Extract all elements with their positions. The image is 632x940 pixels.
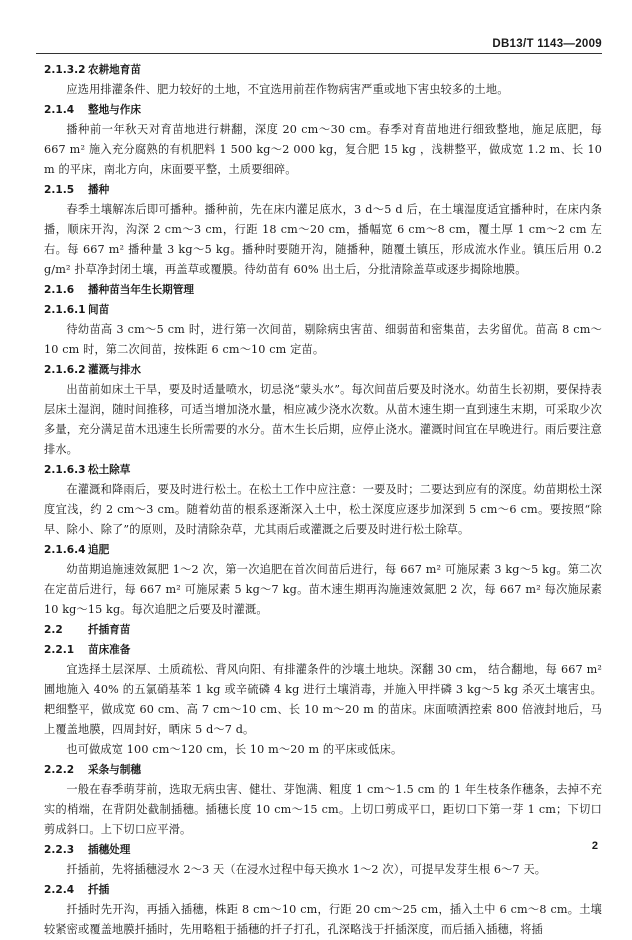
section-heading bbox=[44, 880, 602, 900]
section-heading bbox=[44, 540, 602, 560]
section-number: 2.2.1 bbox=[44, 644, 75, 656]
section-number: 2.2.4 bbox=[44, 884, 75, 896]
paragraph: 春季土壤解冻后即可播种。播种前，先在床内灌足底水，3 d～5 d 后，在土壤湿度适宜播种时，在床内条播，顺床开沟，沟深 2 cm～3 cm，行距 18 cm～20 cm，播幅宽 6 cm～8 cm，覆土厚 1 cm～2 cm 左右。每 667 m² 播种量 3 kg～5 kg。播种时要随开沟，随播种，随覆土镇压，形成流水作业。镇压后用 0.2 g/m² 扑草净封闭土壤，再盖草或覆膜。待幼苗有 60% 出土后，分批清除盖草或逐步揭除地膜。 bbox=[44, 203, 602, 276]
section-heading bbox=[44, 280, 602, 300]
section-title: 农耕地育苗 bbox=[88, 64, 141, 76]
paragraph: 幼苗期追施速效氮肥 1～2 次，第一次追肥在首次间苗后进行，每 667 m² 可施尿素 3 kg～5 kg。第二次在定苗后进行，每 667 m² 可施尿素 5 kg～7 kg。苗木速生期再沟施速效氮肥 2 次，每 667 m² 每次施尿素 10 kg～15 kg。每次追肥之后要及时灌溉。 bbox=[44, 563, 602, 616]
section-heading bbox=[44, 640, 602, 660]
section-title: 采条与制穗 bbox=[88, 764, 141, 776]
section-number: 2.1.6.4 bbox=[44, 544, 86, 556]
paragraph: 出苗前如床土干旱，要及时适量喷水，切忌浇“蒙头水”。每次间苗后要及时浇水。幼苗生长初期，要保持表层床土湿润，随时间推移，可适当增加浇水量，相应减少浇水次数。从苗木速生期一直到速生末期，可采取少次多量，充分满足苗木迅速生长所需要的水分。苗木生长后期，应停止浇水。灌溉时间宜在早晚进行。雨后要注意排水。 bbox=[44, 383, 602, 456]
section-title: 播种 bbox=[88, 184, 110, 196]
section-heading bbox=[44, 840, 602, 860]
section-title: 间苗 bbox=[88, 304, 110, 316]
section-heading bbox=[44, 620, 602, 640]
paragraph: 待幼苗高 3 cm～5 cm 时，进行第一次间苗，剔除病虫害苗、细弱苗和密集苗，去劣留优。苗高 8 cm～10 cm 时，第二次间苗，按株距 6 cm～10 cm 定苗。 bbox=[44, 323, 602, 356]
document-body bbox=[44, 60, 602, 940]
paragraph: 宜选择土层深厚、土质疏松、背风向阳、有排灌条件的沙壤土地块。深翻 30 cm， 结合翻地，每 667 m² 圃地施入 40% 的五氯硝基苯 1 kg 或辛硫磷 4 kg 进行土壤消毒，并施入甲拌磷 3 kg～5 kg 杀灭土壤害虫。耙细整平，做成宽 60 cm、高 7 cm～10 cm、长 10 m～20 m 的苗床。床面喷洒控索 800 倍液封地后，马上覆盖地膜，四周封好，晒床 5 d～7 d。 bbox=[44, 663, 602, 736]
section-title: 松土除草 bbox=[88, 464, 131, 476]
paragraph: 扦插前，先将插穗浸水 2～3 天（在浸水过程中每天换水 1～2 次），可提早发芽生根 6～7 天。 bbox=[66, 863, 547, 876]
section-heading bbox=[44, 360, 602, 380]
page-number: 2 bbox=[591, 840, 598, 852]
section-heading bbox=[44, 460, 602, 480]
standard-number: DB13/T 1143—2009 bbox=[492, 38, 602, 50]
section-heading bbox=[44, 760, 602, 780]
paragraph: 扦插时先开沟，再插入插穗，株距 8 cm～10 cm，行距 20 cm～25 cm，插入土中 6 cm～8 cm。土壤较紧密或覆盖地膜扦插时，先用略粗于插穗的扦子打孔，孔深略浅于扦插深度，而后插入插穗，将插 bbox=[44, 903, 602, 936]
paragraph: 一般在春季萌芽前，选取无病虫害、健壮、芽饱满、粗度 1 cm～1.5 cm 的 1 年生枝条作穗条，去掉不充实的梢端，在背阴处截制插穗。插穗长度 10 cm～15 cm。上切口剪成平口，距切口下第一芽 1 cm；下切口剪成斜口。上下切口应平滑。 bbox=[44, 783, 602, 836]
paragraph: 在灌溉和降雨后，要及时进行松土。在松土工作中应注意：一要及时；二要达到应有的深度。幼苗期松土深度宜浅，约 2 cm～3 cm。随着幼苗的根系逐渐深入土中，松土深度应逐步加深到 5 cm～6 cm。要按照“除早、除小、除了”的原则，及时清除杂草，尤其雨后或灌溉之后要及时进行松土除草。 bbox=[44, 483, 602, 536]
section-number: 2.1.5 bbox=[44, 184, 75, 196]
header-rule bbox=[36, 53, 602, 54]
section-number: 2.1.6.2 bbox=[44, 364, 86, 376]
section-title: 扦插育苗 bbox=[88, 624, 131, 636]
section-heading bbox=[44, 300, 602, 320]
section-title: 插穗处理 bbox=[88, 844, 131, 856]
section-number: 2.2 bbox=[44, 624, 63, 636]
section-number: 2.2.3 bbox=[44, 844, 75, 856]
section-heading bbox=[44, 180, 602, 200]
section-heading bbox=[44, 100, 602, 120]
section-number: 2.1.6.3 bbox=[44, 464, 86, 476]
section-number: 2.2.2 bbox=[44, 764, 75, 776]
section-title: 播种苗当年生长期管理 bbox=[88, 284, 194, 296]
section-title: 整地与作床 bbox=[88, 104, 141, 116]
section-number: 2.1.6.1 bbox=[44, 304, 86, 316]
paragraph: 也可做成宽 100 cm～120 cm，长 10 m～20 m 的平床或低床。 bbox=[66, 743, 403, 756]
paragraph: 应选用排灌条件、肥力较好的土地，不宜选用前茬作物病害严重或地下害虫较多的土地。 bbox=[66, 83, 509, 96]
section-number: 2.1.4 bbox=[44, 104, 75, 116]
section-number: 2.1.3.2 bbox=[44, 64, 86, 76]
section-heading bbox=[44, 60, 602, 80]
section-number: 2.1.6 bbox=[44, 284, 75, 296]
section-title: 追肥 bbox=[88, 544, 110, 556]
section-title: 扦插 bbox=[88, 884, 110, 896]
section-title: 灌溉与排水 bbox=[88, 364, 141, 376]
paragraph: 播种前一年秋天对育苗地进行耕翻，深度 20 cm～30 cm。春季对育苗地进行细致整地，施足底肥，每 667 m² 施入充分腐熟的有机肥料 1 500 kg～2 000 kg，复合肥 15 kg ，浅耕整平，做成宽 1.2 m、长 10 m 的平床，南北方向，床面要平整，土质要细碎。 bbox=[44, 123, 602, 176]
section-title: 苗床准备 bbox=[88, 644, 131, 656]
